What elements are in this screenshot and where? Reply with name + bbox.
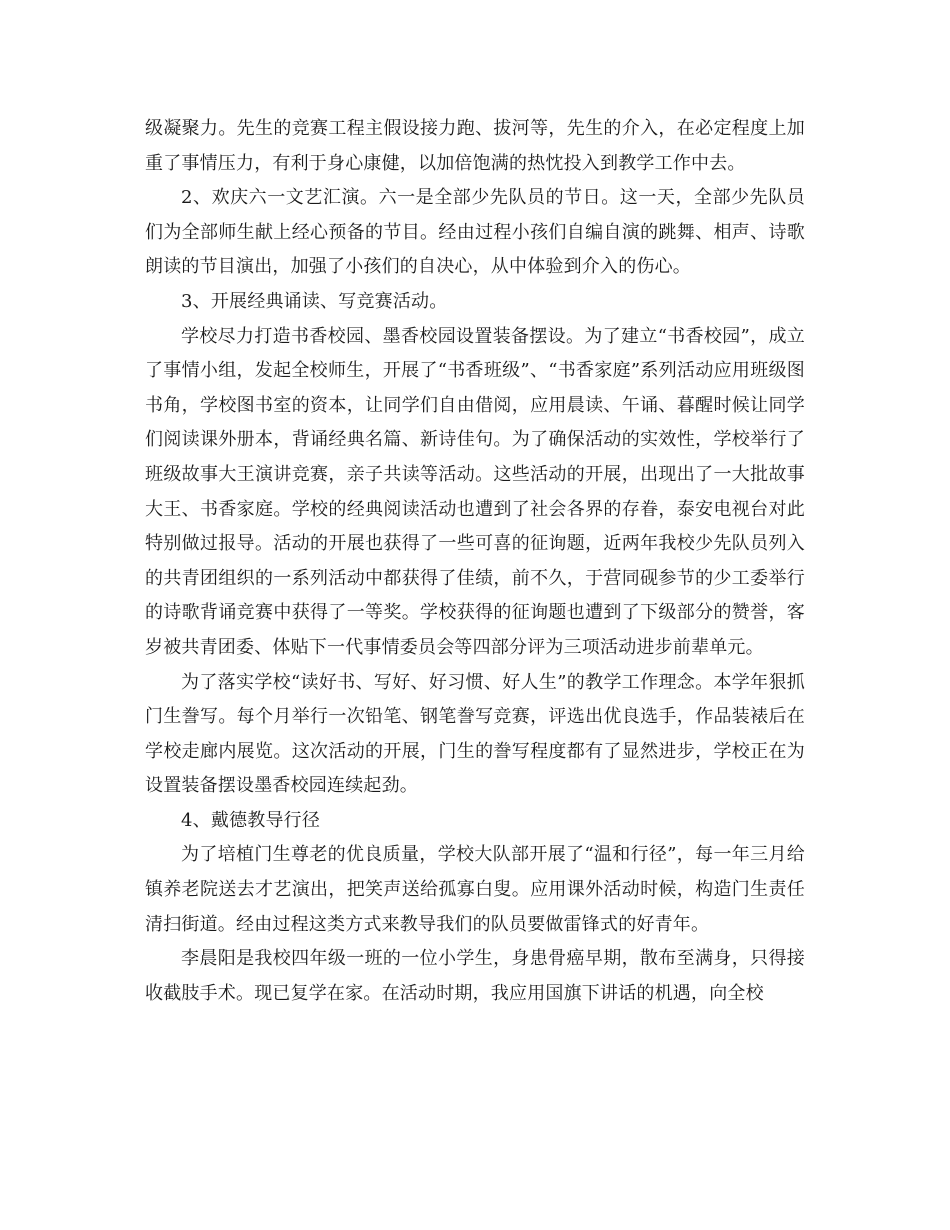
paragraph-5: 为了落实学校“读好书、写好、好习惯、好人生”的教学工作理念。本学年狠抓门生誊写。每个月举行一次铅笔、钢笔誊写竞赛，评选出优良选手，作品装裱后在学校走廊内展览。这次活动的开展，门生的誊写程度都有了显然进步，学校正在为设置装备摆设墨香校园连续起劲。 bbox=[145, 671, 805, 797]
document-body bbox=[145, 112, 805, 1011]
paragraph-4: 学校尽力打造书香校园、墨香校园设置装备摆设。为了建立“书香校园”，成立了事情小组，发起全校师生，开展了“书香班级”、“书香家庭”系列活动应用班级图书角，学校图书室的资本，让同学们自由借阅，应用晨读、午诵、暮醒时候让同学们阅读课外册本，背诵经典名篇、新诗佳句。为了确保活动的实效性，学校举行了班级故事大王演讲竞赛，亲子共读等活动。这些活动的开展，出现出了一大批故事大王、书香家庭。学校的经典阅读活动也遭到了社会各界的存眷，泰安电视台对此特别做过报导。活动的开展也获得了一些可喜的征询题，近两年我校少先队员列入的共青团组织的一系列活动中都获得了佳绩，前不久，于营同砚参节的少工委举行的诗歌背诵竞赛中获得了一等奖。学校获得的征询题也遭到了下级部分的赞誉，客岁被共青团委、体贴下一代事情委员会等四部分评为三项活动进步前辈单元。 bbox=[145, 325, 805, 658]
paragraph-7: 为了培植门生尊老的优良质量，学校大队部开展了“温和行径”，每一年三月给镇养老院送去才艺演出，把笑声送给孤寡白叟。应用课外活动时候，构造门生责任清扫街道。经由过程这类方式来教导我们的队员要做雷锋式的好青年。 bbox=[145, 844, 805, 935]
paragraph-3-heading: 3、开展经典诵读、写竞赛活动。 bbox=[181, 290, 448, 312]
paragraph-2: 2、欢庆六一文艺汇演。六一是全部少先队员的节日。这一天，全部少先队员们为全部师生献上经心预备的节目。经由过程小孩们自编自演的跳舞、相声、诗歌朗读的节目演出，加强了小孩们的自决心，从中体验到介入的伤心。 bbox=[145, 187, 805, 278]
paragraph-1: 级凝聚力。先生的竞赛工程主假设接力跑、拔河等，先生的介入，在必定程度上加重了事情压力，有利于身心康健，以加倍饱满的热忱投入到教学工作中去。 bbox=[145, 118, 805, 174]
paragraph-6-heading: 4、戴德教导行径 bbox=[181, 809, 321, 831]
paragraph-8: 李晨阳是我校四年级一班的一位小学生，身患骨癌早期，散布至满身，只得接收截肢手术。现已复学在家。在活动时期，我应用国旗下讲话的机遇，向全校 bbox=[145, 948, 805, 1004]
